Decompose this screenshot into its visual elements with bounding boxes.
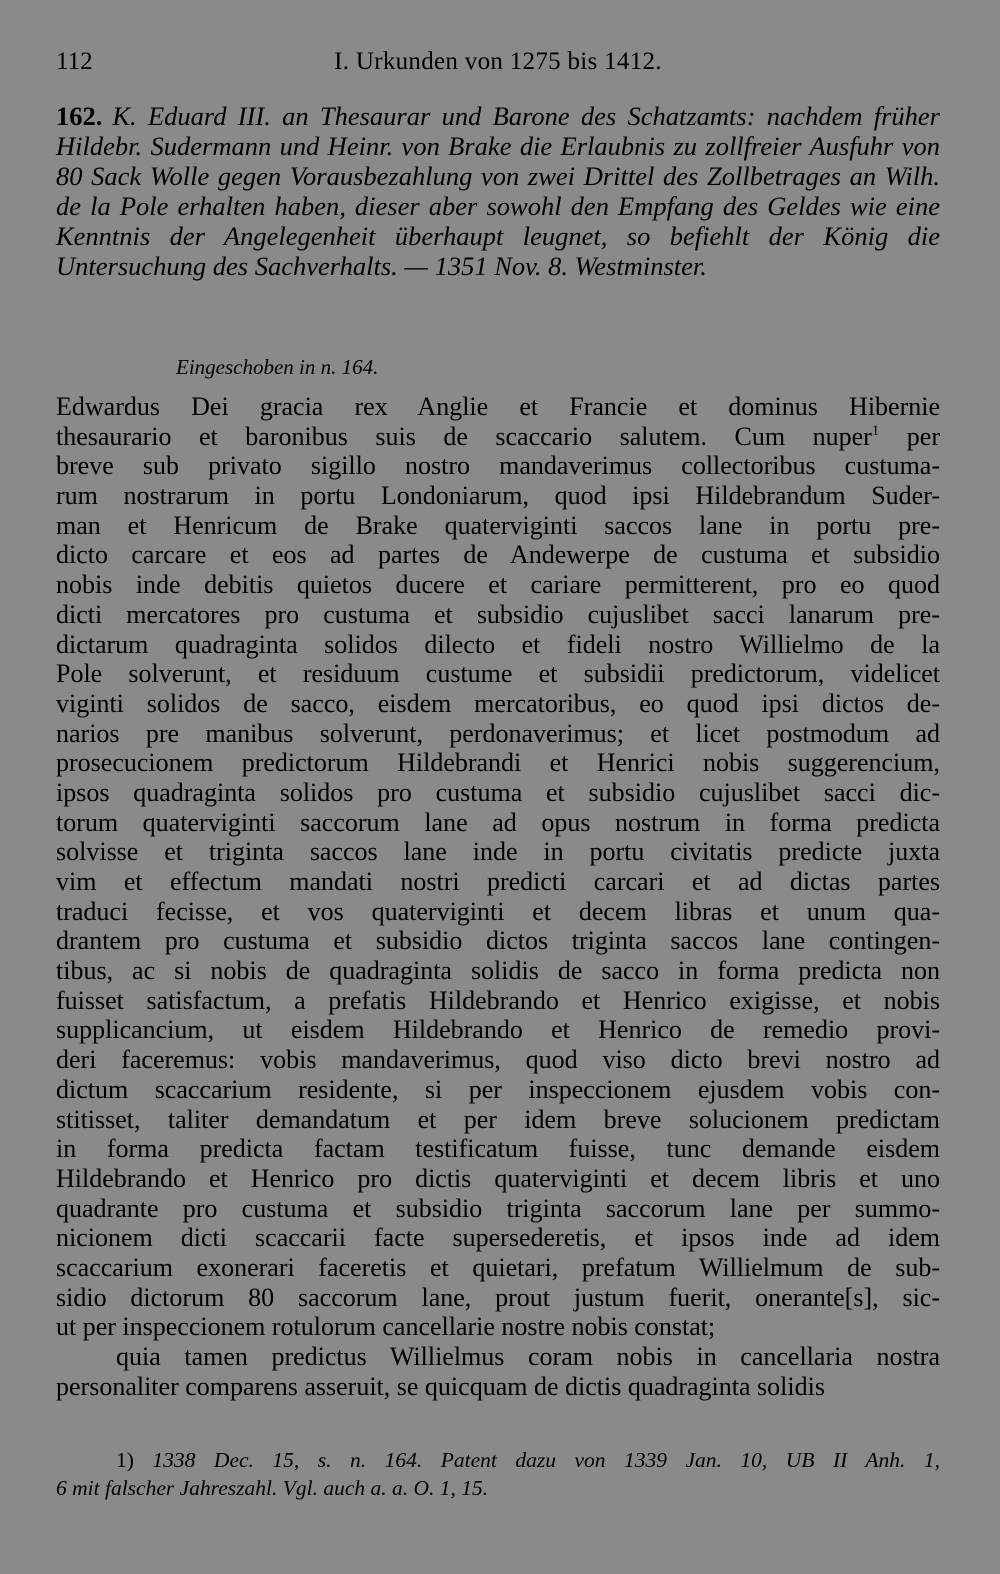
text-line: viginti solidos de sacco, eisdem mercatoribus, eo quod ipsi dictos de-	[56, 688, 940, 718]
text-line: narios pre manibus solverunt, perdonaverimus; et licet postmodum ad	[56, 718, 940, 748]
text-line: solvisse et triginta saccos lane inde in portu civitatis predicte juxta	[56, 837, 940, 867]
text-line: ipsos quadraginta solidos pro custuma et subsidio cujuslibet sacci dic-	[56, 777, 940, 807]
text-line: sidio dictorum 80 saccorum lane, prout justum fuerit, onerante[s], sic-	[56, 1282, 940, 1312]
text-line: Hildebrando et Henrico pro dictis quaterviginti et decem libris et uno	[56, 1163, 940, 1193]
running-title: I. Urkunden von 1275 bis 1412.	[334, 48, 662, 75]
text-line: vim et effectum mandati nostri predicti carcari et ad dictas partes	[56, 867, 940, 896]
text-line: nobis inde debitis quietos ducere et cariare permitterent, pro eo quod	[56, 570, 940, 600]
text-line: quadrante pro custuma et subsidio triginta saccorum lane per summo-	[56, 1193, 940, 1223]
text-line: torum quaterviginti saccorum lane ad opus nostrum in forma predicta	[56, 807, 940, 837]
footnote-marker: 1)	[116, 1448, 134, 1472]
text-line: dictum scaccarium residente, si per inspeccionem ejusdem vobis con-	[56, 1074, 940, 1104]
text-line: personaliter comparens asseruit, se quicquam de dictis quadraginta solidis	[56, 1371, 825, 1401]
footnote-text-2: 6 mit falscher Jahreszahl. Vgl. auch a. a. O. 1, 15.	[56, 1476, 489, 1500]
footnote-reference: 1	[871, 422, 880, 439]
text-line: dictarum quadraginta solidos dilecto et fideli nostro Willielmo de la	[56, 629, 940, 659]
text-line: breve sub privato sigillo nostro mandaverimus collectoribus custuma-	[56, 451, 940, 481]
text-line: stitisset, taliter demandatum et per idem breve solucionem predictam	[56, 1104, 940, 1134]
source-note: Eingeschoben in n. 164.	[176, 355, 379, 379]
text-line: Edwardus Dei gracia rex Anglie et Francie et dominus Hibernie	[56, 392, 940, 421]
page-number: 112	[56, 48, 93, 75]
text-line: prosecucionem predictorum Hildebrandi et Henrici nobis suggerencium,	[56, 748, 940, 778]
text-line: in forma predicta factam testificatum fuisse, tunc demande eisdem	[56, 1134, 940, 1164]
text-line: drantem pro custuma et subsidio dictos triginta saccos lane contingen-	[56, 926, 940, 956]
text-line: Pole solverunt, et residuum custume et subsidii predictorum, videlicet	[56, 659, 940, 689]
regest-text: K. Eduard III. an Thesaurar und Barone des Schatzamts: nachdem früher Hildebr. Sudermann und Heinr. von Brake die Erlaubnis zu zollfreier Ausfuhr von 80 Sack Wolle gegen Vorausbezahlung von zwei Drittel des Zollbetrages an Wilh. de la Pole erhalten haben, dieser aber sowohl den Empfang des Geldes wie eine Kenntnis der Angelegenheit überhaupt leugnet, so befiehlt der König die Untersuchung des Sachverhalts. — 1351 Nov. 8. Westminster.	[56, 101, 940, 281]
text-line: thesaurario et baronibus suis de scaccario salutem. Cum nuper$^1$ per	[56, 421, 940, 451]
text-line: tibus, ac si nobis de quadraginta solidis de sacco in forma predicta non	[56, 956, 940, 986]
text-line: dicti mercatores pro custuma et subsidio cujuslibet sacci lanarum pre-	[56, 599, 940, 629]
footnote-line-2	[56, 1474, 940, 1502]
text-line: supplicancium, ut eisdem Hildebrando et Henrico de remedio provi-	[56, 1015, 940, 1045]
text-line: deri faceremus: vobis mandaverimus, quod viso dicto brevi nostro ad	[56, 1045, 940, 1075]
page-header	[56, 44, 940, 80]
text-line: ut per inspeccionem rotulorum cancellarie nostre nobis constat;	[56, 1312, 716, 1342]
footnote-line-1	[56, 1446, 940, 1474]
document-number: 162.	[56, 101, 103, 131]
text-line: man et Henricum de Brake quaterviginti saccos lane in portu pre-	[56, 510, 940, 540]
text-line: quia tamen predictus Willielmus coram nobis in cancellaria nostra	[116, 1342, 940, 1371]
document-body	[56, 392, 940, 1401]
text-line: rum nostrarum in portu Londoniarum, quod ipsi Hildebrandum Suder-	[56, 481, 940, 511]
regest-heading	[56, 101, 940, 281]
text-line: nicionem dicti scaccarii facte supersederetis, et ipsos inde ad idem	[56, 1223, 940, 1253]
text-line: scaccarium exonerari faceretis et quietari, prefatum Willielmum de sub-	[56, 1252, 940, 1282]
text-line: traduci fecisse, et vos quaterviginti et decem libras et unum qua-	[56, 896, 940, 926]
footnote	[56, 1446, 940, 1502]
text-line: fuisset satisfactum, a prefatis Hildebrando et Henrico exigisse, et nobis	[56, 985, 940, 1015]
footnote-text-1: 1338 Dec. 15, s. n. 164. Patent dazu von 1339 Jan. 10, UB II Anh. 1,	[152, 1448, 941, 1472]
text-line: dicto carcare et eos ad partes de Andewerpe de custuma et subsidio	[56, 540, 940, 570]
